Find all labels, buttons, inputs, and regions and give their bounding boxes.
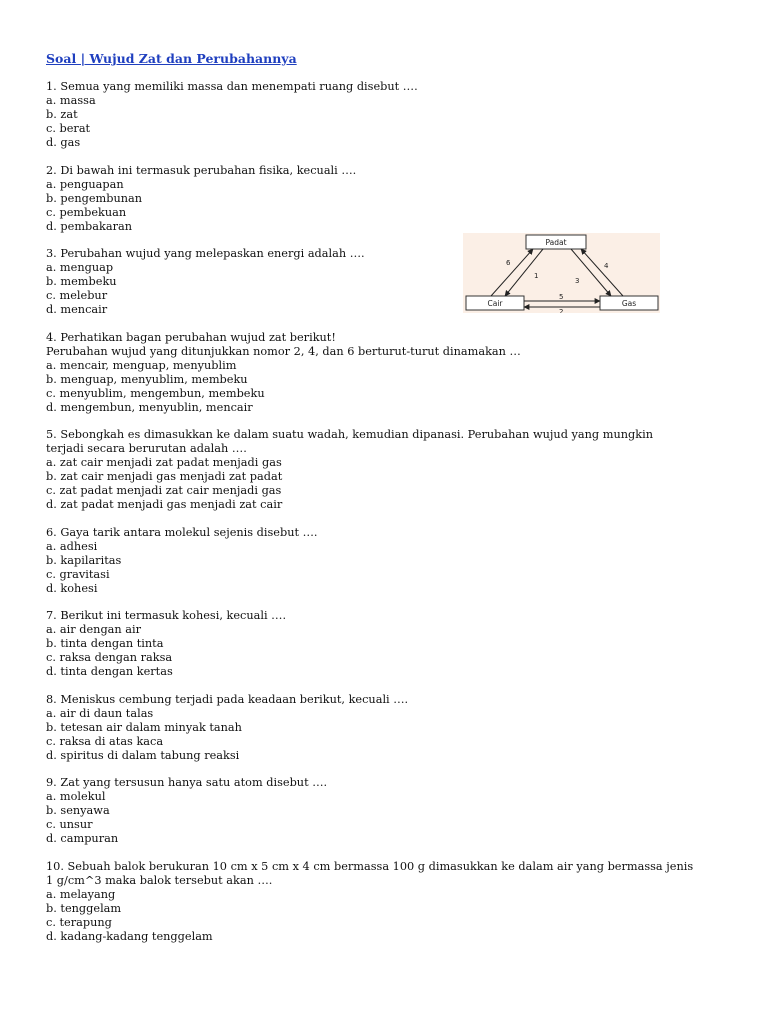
option-a: a. mencair, menguap, menyublim (46, 358, 237, 372)
node-padat-label: Padat (545, 238, 567, 247)
option-d: d. spiritus di dalam tabung reaksi (46, 748, 240, 762)
question-stem: 10. Sebuah balok berukuran 10 cm x 5 cm x 4 cm bermassa 100 g dimasukkan ke dalam air yang bermassa jenis (46, 859, 694, 873)
question-stem-line-2: 1 g/cm^3 maka balok tersebut akan …. (46, 873, 273, 887)
arrow-6 (491, 249, 533, 296)
arrow-1-label: 1 (534, 272, 539, 280)
question-6 (46, 526, 736, 596)
question-stem: 1. Semua yang memiliki massa dan menempati ruang disebut …. (46, 80, 418, 93)
document-title-link[interactable]: Soal | Wujud Zat dan Perubahannya (46, 51, 297, 66)
option-a: a. penguapan (46, 177, 124, 191)
option-a: a. air di daun talas (46, 706, 154, 720)
option-d: d. campuran (46, 832, 119, 845)
option-c: c. menyublim, mengembun, membeku (46, 386, 265, 400)
option-d: d. mencair (46, 303, 108, 316)
question-stem-line-2: terjadi secara berurutan adalah …. (46, 442, 247, 455)
arrow-2-label: 2 (559, 308, 564, 313)
option-d: d. kadang-kadang tenggelam (46, 929, 213, 943)
option-c: c. terapung (46, 915, 112, 929)
node-padat (526, 235, 586, 249)
question-stem: 9. Zat yang tersusun hanya satu atom disebut …. (46, 776, 328, 789)
option-c: c. raksa di atas kaca (46, 734, 164, 748)
option-d: d. tinta dengan kertas (46, 665, 173, 678)
arrow-4 (581, 249, 623, 296)
option-a: a. molekul (46, 790, 106, 803)
arrow-5-label: 5 (559, 293, 564, 301)
option-b: b. zat (46, 108, 78, 121)
arrow-3 (571, 249, 611, 296)
option-b: b. zat cair menjadi gas menjadi zat padat (46, 470, 283, 483)
question-9 (46, 776, 736, 846)
question-1 (46, 80, 736, 150)
option-c: c. gravitasi (46, 567, 110, 581)
question-stem: 3. Perubahan wujud yang melepaskan energi adalah …. (46, 247, 365, 260)
question-stem: 8. Meniskus cembung terjadi pada keadaan berikut, kecuali …. (46, 692, 409, 706)
question-stem: 4. Perhatikan bagan perubahan wujud zat berikut! (46, 330, 336, 344)
question-8 (46, 693, 736, 763)
option-c: c. raksa dengan raksa (46, 651, 173, 664)
question-stem-line-2: Perubahan wujud yang ditunjukkan nomor 2, 4, dan 6 berturut-turut dinamakan … (46, 344, 521, 358)
node-cair (466, 296, 524, 310)
question-10 (46, 860, 736, 944)
option-d: d. pembakaran (46, 219, 133, 233)
option-a: a. adhesi (46, 539, 98, 553)
question-stem: 6. Gaya tarik antara molekul sejenis disebut …. (46, 525, 318, 539)
document-body (46, 52, 736, 957)
question-4 (46, 331, 736, 415)
option-a: a. menguap (46, 261, 114, 274)
phase-change-diagram (463, 233, 660, 313)
question-stem: 5. Sebongkah es dimasukkan ke dalam suatu wadah, kemudian dipanasi. Perubahan wujud yang mungkin (46, 428, 653, 441)
question-2 (46, 164, 736, 234)
node-gas (600, 296, 658, 310)
option-a: a. zat cair menjadi zat padat menjadi gas (46, 456, 282, 469)
arrow-6-label: 6 (506, 259, 511, 267)
option-d: d. gas (46, 136, 81, 149)
option-c: c. melebur (46, 289, 108, 302)
node-gas-label: Gas (621, 299, 637, 308)
question-stem: 2. Di bawah ini termasuk perubahan fisika, kecuali …. (46, 163, 357, 177)
option-d: d. kohesi (46, 581, 98, 595)
option-b: b. tetesan air dalam minyak tanah (46, 720, 242, 734)
option-d: d. zat padat menjadi gas menjadi zat cair (46, 498, 283, 511)
question-7 (46, 609, 736, 679)
option-b: b. menguap, menyublim, membeku (46, 372, 248, 386)
option-b: b. membeku (46, 275, 117, 288)
question-5 (46, 428, 736, 512)
option-c: c. berat (46, 122, 91, 135)
option-a: a. air dengan air (46, 623, 142, 636)
node-cair-label: Cair (487, 299, 503, 308)
option-a: a. massa (46, 94, 96, 107)
arrow-3-label: 3 (575, 277, 580, 285)
option-b: b. senyawa (46, 804, 110, 817)
option-b: b. tenggelam (46, 901, 122, 915)
option-a: a. melayang (46, 887, 116, 901)
option-b: b. pengembunan (46, 191, 143, 205)
question-stem: 7. Berikut ini termasuk kohesi, kecuali …. (46, 609, 287, 622)
option-b: b. tinta dengan tinta (46, 637, 164, 650)
option-d: d. mengembun, menyublin, mencair (46, 400, 253, 414)
question-list (46, 80, 736, 944)
option-c: c. zat padat menjadi zat cair menjadi gas (46, 484, 282, 497)
arrow-4-label: 4 (604, 262, 609, 270)
option-c: c. pembekuan (46, 205, 127, 219)
option-b: b. kapilaritas (46, 553, 122, 567)
option-c: c. unsur (46, 818, 93, 831)
